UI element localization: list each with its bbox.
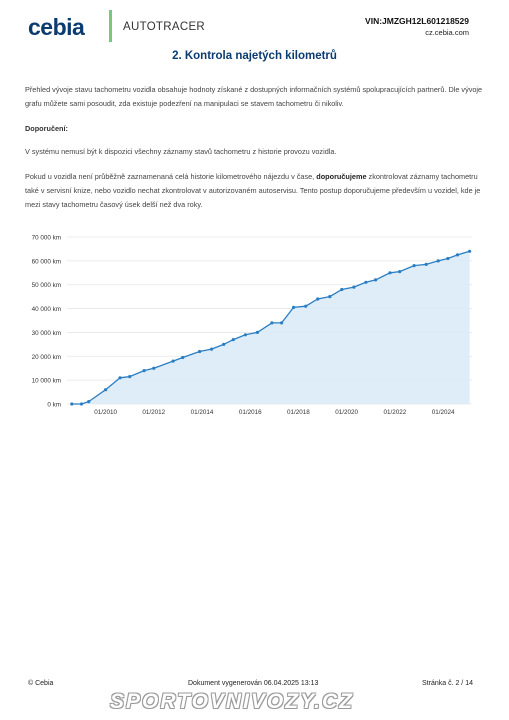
product-name: AUTOTRACER xyxy=(123,21,206,33)
intro-paragraph: Přehled vývoje stavu tachometru vozidla obsahuje hodnoty získané z dostupných informačních systémů spolupracujících partnerů. Dle vývoje grafu můžete sami posoudit, zda existuje podezření na manipulaci se stavem tachometru či nikoliv. xyxy=(25,85,483,108)
data-point xyxy=(468,250,471,253)
rec2-text-start: Pokud u vozidla není průběžně zaznamenaná celá historie kilometrového nájezdu v čase, xyxy=(25,172,317,181)
data-point xyxy=(198,350,201,353)
data-point xyxy=(128,375,131,378)
data-point xyxy=(118,376,121,379)
data-point xyxy=(352,286,355,289)
data-point xyxy=(364,281,367,284)
footer-copyright: © Cebia xyxy=(28,680,54,687)
data-point xyxy=(292,306,295,309)
data-point xyxy=(280,321,283,324)
data-point xyxy=(388,271,391,274)
data-point xyxy=(80,402,83,405)
data-point xyxy=(270,321,273,324)
data-point xyxy=(456,253,459,256)
data-point xyxy=(374,278,377,281)
odometer-chart xyxy=(20,225,490,425)
x-tick-label: 01/2016 xyxy=(238,409,262,416)
data-point xyxy=(256,331,259,334)
rec2-emphasis: doporučujeme xyxy=(316,172,367,181)
data-point xyxy=(328,295,331,298)
data-point xyxy=(244,333,247,336)
data-point xyxy=(425,263,428,266)
footer-page-number: Stránka č. 2 / 14 xyxy=(422,680,473,687)
recommendation-heading: Doporučení: xyxy=(25,124,68,133)
y-tick-label: 60 000 km xyxy=(31,258,61,266)
data-point xyxy=(446,257,449,260)
vin-number: VIN:JMZGH12L601218529 xyxy=(365,16,469,26)
logo-divider xyxy=(109,10,112,42)
y-tick-label: 40 000 km xyxy=(31,306,61,314)
y-tick-label: 20 000 km xyxy=(31,353,61,361)
data-point xyxy=(413,264,416,267)
data-point xyxy=(172,360,175,363)
x-tick-label: 01/2020 xyxy=(335,409,359,416)
section-title: 2. Kontrola najetých kilometrů xyxy=(172,50,337,62)
y-tick-label: 0 km xyxy=(47,401,61,409)
data-point xyxy=(222,343,225,346)
data-point xyxy=(304,305,307,308)
x-tick-label: 01/2018 xyxy=(287,409,310,416)
area-fill xyxy=(72,251,470,404)
footer-generated: Dokument vygenerován 06.04.2025 13:13 xyxy=(188,680,319,687)
y-tick-label: 30 000 km xyxy=(31,329,61,337)
recommendation-paragraph-1: V systému nemusí být k dispozici všechny záznamy stavů tachometru z historie provozu vozidla. xyxy=(25,147,337,156)
x-tick-label: 01/2014 xyxy=(190,409,214,416)
x-tick-label: 01/2022 xyxy=(383,409,407,416)
website-link[interactable]: cz.cebia.com xyxy=(425,28,469,37)
y-tick-label: 50 000 km xyxy=(31,282,61,290)
x-tick-label: 01/2010 xyxy=(94,409,117,416)
recommendation-paragraph-2 xyxy=(25,170,485,212)
cebia-logo: cebia xyxy=(28,14,85,40)
data-point xyxy=(152,367,155,370)
data-point xyxy=(181,356,184,359)
x-tick-label: 01/2024 xyxy=(431,409,455,416)
data-point xyxy=(143,369,146,372)
rec2-text-end: zkontrolovat záznamy tachometru také v servisní knize, nebo vozidlo nechat zkontrolovat v autorizovaném autoservisu. Tento postup doporučujeme především u vozidel, kde je mezi stavy tachometru časový úsek delší než dva roky. xyxy=(25,172,481,209)
data-point xyxy=(232,338,235,341)
y-tick-label: 70 000 km xyxy=(31,234,61,242)
data-point xyxy=(437,259,440,262)
watermark: SPORTOVNIVOZY.CZ xyxy=(110,690,354,713)
data-point xyxy=(210,348,213,351)
x-tick-label: 01/2012 xyxy=(142,409,166,416)
data-point xyxy=(340,288,343,291)
data-point xyxy=(70,402,73,405)
data-point xyxy=(398,270,401,273)
data-point xyxy=(104,388,107,391)
data-point xyxy=(316,297,319,300)
y-tick-label: 10 000 km xyxy=(31,377,61,385)
data-point xyxy=(87,400,90,403)
